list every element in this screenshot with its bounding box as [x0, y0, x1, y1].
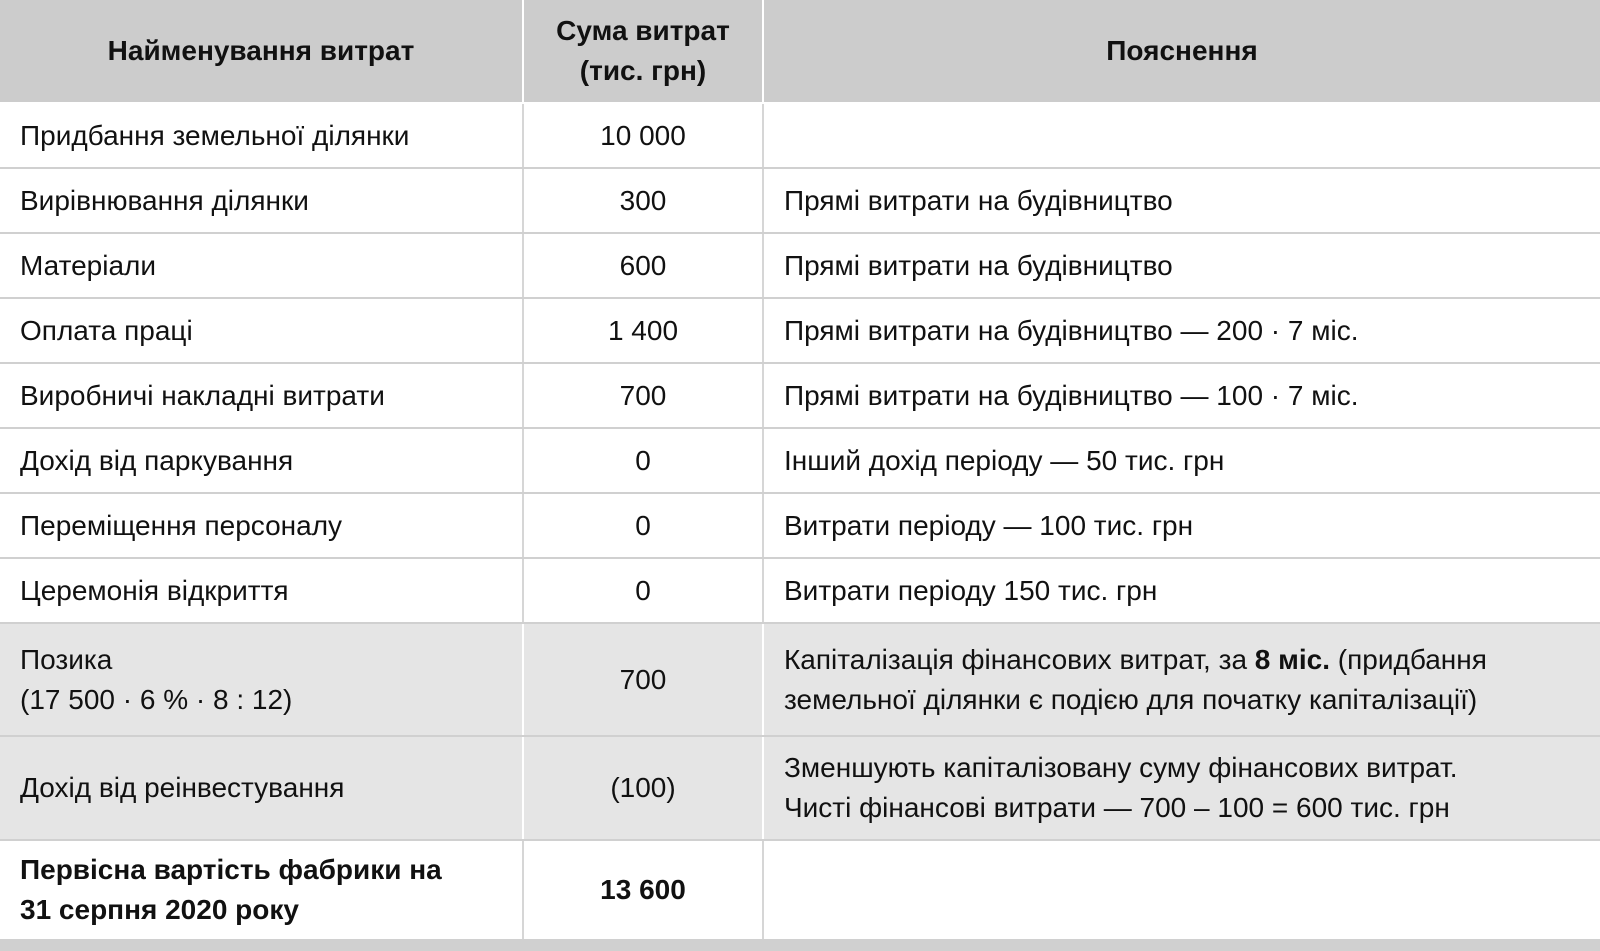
total-name	[0, 840, 523, 940]
header-amount-line2: (тис. грн)	[579, 55, 707, 86]
loan-row	[0, 623, 1600, 736]
header-amount-line1: Сума витрат	[556, 15, 730, 46]
row-note: Витрати періоду 150 тис. грн	[763, 558, 1600, 623]
row-amount: 10 000	[523, 103, 763, 168]
loan-name-line1: Позика	[20, 643, 113, 675]
table-row	[0, 298, 1600, 363]
row-amount: 300	[523, 168, 763, 233]
total-name-line2: 31 серпня 2020 року	[20, 894, 299, 925]
total-amount: 13 600	[523, 840, 763, 940]
row-name: Придбання земельної ділянки	[0, 103, 523, 168]
row-name: Церемонія відкриття	[0, 558, 523, 623]
loan-note-line1	[784, 640, 1580, 680]
row-note: Прямі витрати на будівництво	[763, 168, 1600, 233]
reinvest-note-line1: Зменшують капіталізовану суму фінансових витрат.	[784, 752, 1458, 783]
total-name-line1: Первісна вартість фабрики на	[20, 854, 442, 885]
row-name: Дохід від паркування	[0, 428, 523, 493]
row-name: Виробничі накладні витрати	[0, 363, 523, 428]
total-row	[0, 840, 1600, 940]
table-row	[0, 428, 1600, 493]
row-note: Прямі витрати на будівництво — 100 · 7 міс.	[763, 363, 1600, 428]
row-note: Прямі витрати на будівництво — 200 · 7 міс.	[763, 298, 1600, 363]
row-amount: 600	[523, 233, 763, 298]
table-row	[0, 363, 1600, 428]
table-row	[0, 493, 1600, 558]
loan-note-part1: Капіталізація фінансових витрат, за	[784, 643, 1255, 675]
header-name: Найменування витрат	[0, 0, 523, 103]
loan-note-bold: 8 міс.	[1254, 643, 1330, 675]
reinvest-row	[0, 736, 1600, 840]
table-row	[0, 168, 1600, 233]
row-note	[763, 103, 1600, 168]
reinvest-note	[763, 736, 1600, 840]
table-header-row	[0, 0, 1600, 103]
table-row	[0, 558, 1600, 623]
loan-name-line2: (17 500 · 6 % · 8 : 12)	[20, 683, 293, 715]
header-amount	[523, 0, 763, 103]
loan-amount: 700	[523, 623, 763, 736]
row-name: Вирівнювання ділянки	[0, 168, 523, 233]
row-name: Оплата праці	[0, 298, 523, 363]
loan-note-line2: земельної ділянки є подією для початку капіталізації)	[784, 683, 1478, 715]
loan-name	[0, 623, 523, 736]
row-amount: 0	[523, 558, 763, 623]
reinvest-amount: (100)	[523, 736, 763, 840]
row-name: Переміщення персоналу	[0, 493, 523, 558]
loan-note	[763, 623, 1600, 736]
header-note: Пояснення	[763, 0, 1600, 103]
table-row	[0, 233, 1600, 298]
row-amount: 0	[523, 428, 763, 493]
reinvest-note-line2: Чисті фінансові витрати — 700 – 100 = 600 тис. грн	[784, 792, 1450, 823]
total-note	[763, 840, 1600, 940]
loan-note-part2: (придбання	[1330, 643, 1487, 675]
row-amount: 700	[523, 363, 763, 428]
row-amount: 1 400	[523, 298, 763, 363]
row-amount: 0	[523, 493, 763, 558]
reinvest-name: Дохід від реінвестування	[0, 736, 523, 840]
table-row	[0, 103, 1600, 168]
row-name: Матеріали	[0, 233, 523, 298]
row-note: Інший дохід періоду — 50 тис. грн	[763, 428, 1600, 493]
row-note: Прямі витрати на будівництво	[763, 233, 1600, 298]
row-note: Витрати періоду — 100 тис. грн	[763, 493, 1600, 558]
